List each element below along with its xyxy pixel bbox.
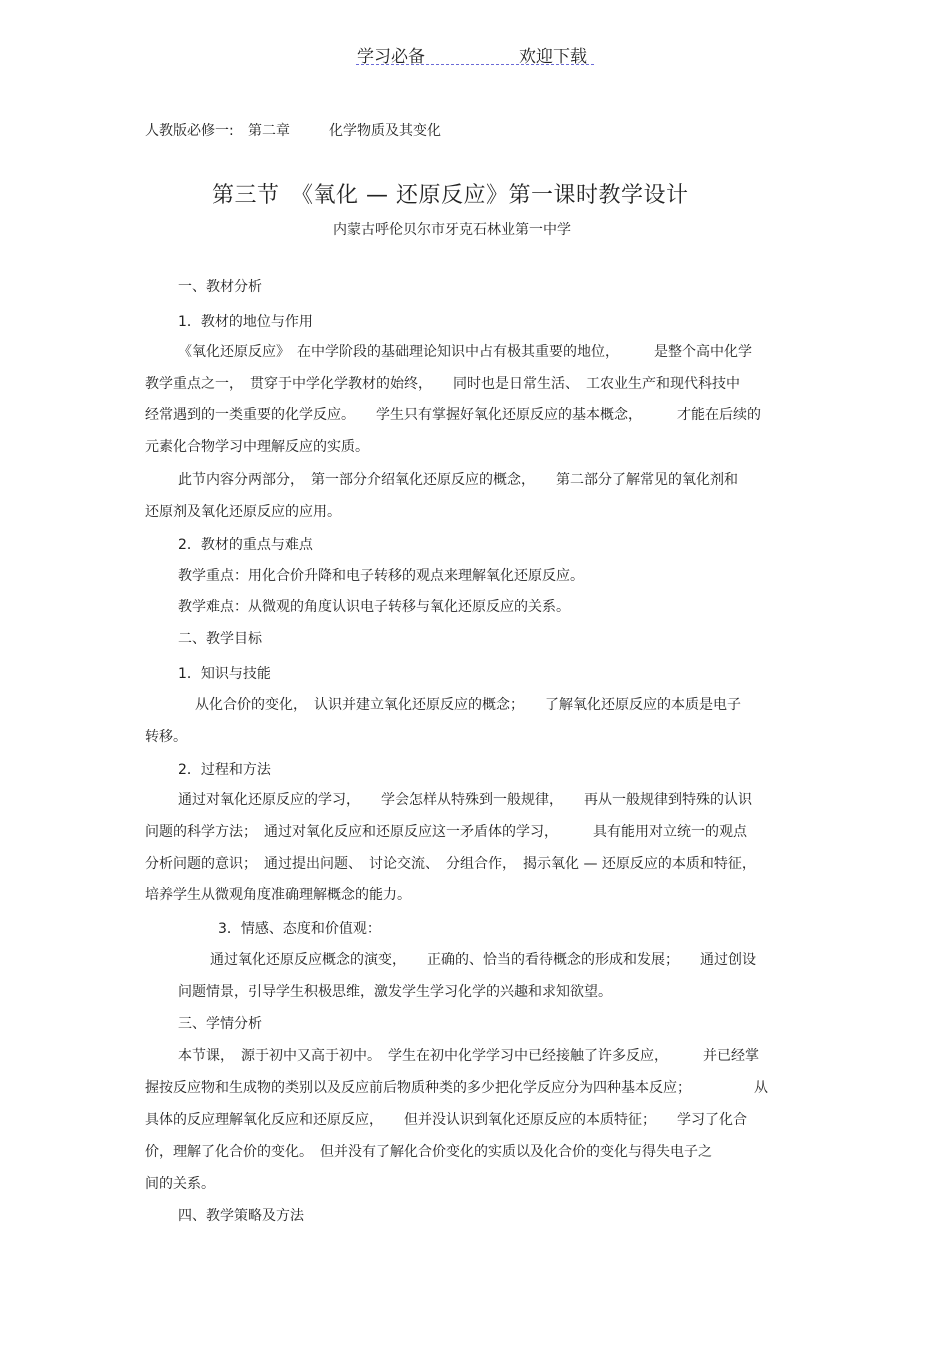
paragraph-line: 通过对氧化还原反应的学习， 学会怎样从特殊到一般规律， 再从一般规律到特殊的认识: [178, 792, 752, 808]
paragraph-line: 教学难点：从微观的角度认识电子转移与氧化还原反应的关系。: [178, 599, 570, 615]
paragraph-line: 分析问题的意识； 通过提出问题、 讨论交流、 分组合作， 揭示氧化 — 还原反应的本质和特征，: [145, 856, 756, 872]
paragraph-line: 通过氧化还原反应概念的演变， 正确的、恰当的看待概念的形成和发展； 通过创设: [210, 952, 756, 968]
paragraph-line: 本节课， 源于初中又高于初中。 学生在初中化学学习中已经接触了许多反应， 并已经掌: [178, 1048, 759, 1064]
paragraph-line: 握按反应物和生成物的类别以及反应前后物质种类的多少把化学反应分为四种基本反应； 从: [145, 1080, 768, 1096]
chapter-title: 化学物质及其变化: [329, 123, 441, 139]
paragraph-line: 元素化合物学习中理解反应的实质。: [145, 439, 369, 455]
course-name: 人教版必修一:: [145, 123, 234, 139]
paragraph-line: 教学重点：用化合价升降和电子转移的观点来理解氧化还原反应。: [178, 568, 584, 584]
paragraph-line: 问题的科学方法； 通过对氧化反应和还原反应这一矛盾体的学习， 具有能用对立统一的观点: [145, 824, 747, 840]
school-name: 内蒙古呼伦贝尔市牙克石林业第一中学: [333, 222, 571, 238]
paragraph-line: 价，理解了化合价的变化。 但并没有了解化合价变化的实质以及化合价的变化与得失电子之: [145, 1144, 712, 1160]
paragraph-line: 从化合价的变化， 认识并建立氧化还原反应的概念； 了解氧化还原反应的本质是电子: [195, 697, 741, 713]
paragraph-line: 培养学生从微观角度准确理解概念的能力。: [145, 887, 411, 903]
subsection-heading: 1．知识与技能: [178, 666, 271, 682]
paragraph-line: 《氧化还原反应》 在中学阶段的基础理论知识中占有极其重要的地位， 是整个高中化学: [178, 344, 752, 360]
subsection-heading: 1．教材的地位与作用: [178, 314, 313, 330]
paragraph-line: 问题情景，引导学生积极思维，激发学生学习化学的兴趣和求知欲望。: [178, 984, 612, 1000]
header-right-text: 欢迎下载: [519, 47, 587, 67]
paragraph-line: 间的关系。: [145, 1176, 215, 1192]
subsection-heading: 2．过程和方法: [178, 762, 271, 778]
section-heading: 一、教材分析: [178, 279, 262, 295]
paragraph-line: 教学重点之一， 贯穿于中学化学教材的始终， 同时也是日常生活、 工农业生产和现代科技中: [145, 376, 740, 392]
section-heading: 四、教学策略及方法: [178, 1208, 304, 1224]
header-dashed-underline: [356, 64, 594, 65]
paragraph-line: 具体的反应理解氧化反应和还原反应， 但并没认识到氧化还原反应的本质特征； 学习了化合: [145, 1112, 747, 1128]
paragraph-line: 还原剂及氧化还原反应的应用。: [145, 504, 341, 520]
subsection-heading: 2．教材的重点与难点: [178, 537, 313, 553]
subsection-heading: 3．情感、态度和价值观：: [218, 921, 381, 937]
header-left-text: 学习必备: [357, 47, 425, 67]
section-heading: 二、教学目标: [178, 631, 262, 647]
section-heading: 三、学情分析: [178, 1016, 262, 1032]
page-title: 第三节 《氧化 — 还原反应》第一课时教学设计: [212, 183, 689, 208]
paragraph-line: 转移。: [145, 729, 187, 745]
paragraph-line: 经常遇到的一类重要的化学反应。 学生只有掌握好氧化还原反应的基本概念， 才能在后续的: [145, 407, 761, 423]
paragraph-line: 此节内容分两部分， 第一部分介绍氧化还原反应的概念， 第二部分了解常见的氧化剂和: [178, 472, 738, 488]
chapter-number: 第二章: [248, 123, 290, 139]
